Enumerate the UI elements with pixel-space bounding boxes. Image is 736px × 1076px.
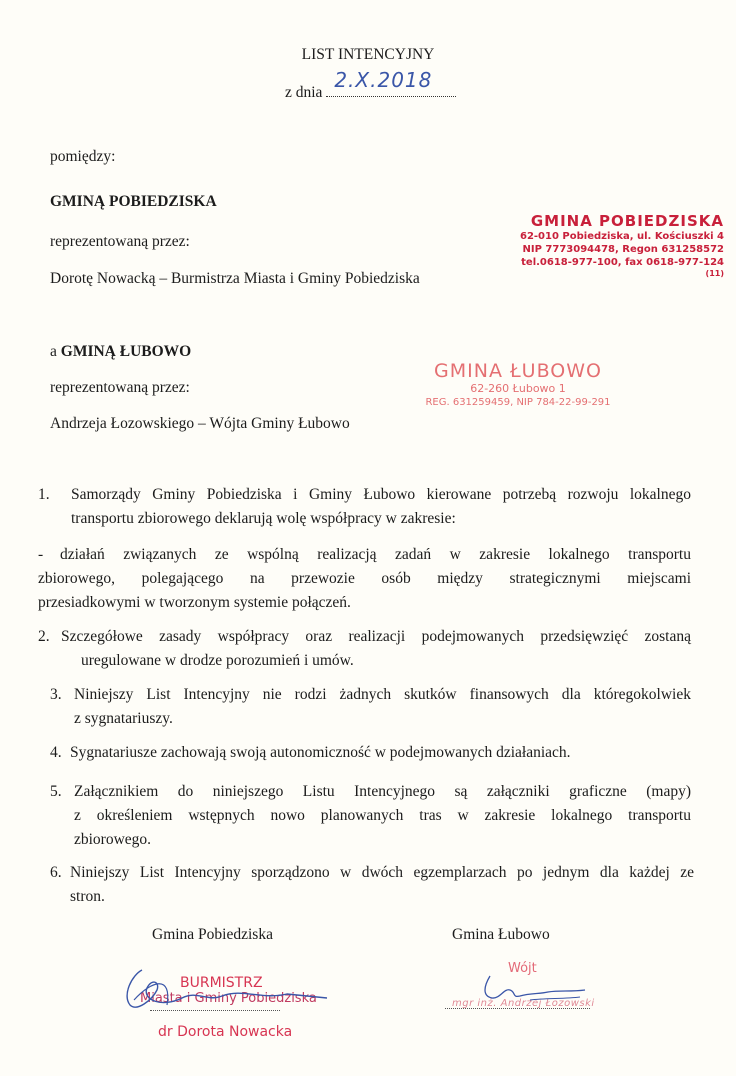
signature-left-scribble bbox=[112, 960, 342, 1020]
date-field bbox=[326, 68, 456, 97]
stamp-pobiedziska-phone: tel.0618-977-100, fax 0618-977-124 bbox=[521, 257, 724, 268]
point-6-number: 6. bbox=[50, 864, 62, 881]
party2-heading bbox=[50, 340, 191, 364]
stamp-wojt-name: mgr inż. Andrzej Łozowski bbox=[452, 998, 595, 1009]
subpoint-text-rest bbox=[38, 567, 691, 615]
signature-right-label: Gmina Łubowo bbox=[452, 926, 550, 943]
stamp-burmistrz-title: BURMISTRZ bbox=[180, 975, 263, 991]
point-6-line-2: stron. bbox=[70, 888, 105, 905]
party1-name: GMINĄ POBIEDZISKA bbox=[50, 193, 217, 210]
subpoint-line-3: przesiadkowymi w tworzonym systemie połączeń. bbox=[38, 594, 351, 611]
point-1-line-1: Samorządy Gminy Pobiedziska i Gminy Łubowo kierowane potrzebą rozwoju lokalnego bbox=[71, 486, 691, 503]
document-title: LIST INTENCYJNY bbox=[301, 46, 435, 63]
party1-represented-by: reprezentowaną przez: bbox=[50, 233, 190, 250]
point-2-text bbox=[61, 625, 691, 673]
party2-representative: Andrzeja Łozowskiego – Wójta Gminy Łubowo bbox=[50, 415, 350, 432]
stamp-pobiedziska-title: GMINA POBIEDZISKA bbox=[530, 212, 724, 230]
signature-right-scribble bbox=[470, 968, 600, 1008]
point-4-number: 4. bbox=[50, 744, 62, 761]
point-1-number: 1. bbox=[38, 486, 50, 503]
point-3-line-2: z sygnatariuszy. bbox=[74, 710, 173, 727]
party2-name: GMINĄ ŁUBOWO bbox=[60, 343, 192, 360]
point-2-line-1: Szczegółowe zasady współpracy oraz realizacji podejmowanych przedsięwzięć zostaną bbox=[61, 628, 691, 645]
handwritten-date: 2.X.2018 bbox=[334, 68, 433, 92]
point-4-line-1: Sygnatariusze zachowają swoją autonomiczność w podejmowanych działaniach. bbox=[70, 744, 571, 761]
stamp-lubowo-registry: REG. 631259459, NIP 784-22-99-291 bbox=[425, 397, 611, 408]
point-1-text bbox=[71, 483, 691, 531]
point-6-text bbox=[70, 861, 694, 909]
point-5-line-3: zbiorowego. bbox=[74, 831, 152, 848]
party2-prefix: a bbox=[50, 343, 57, 360]
point-1-line-2: transportu zbiorowego deklarują wolę współpracy w zakresie: bbox=[71, 510, 456, 527]
signature-left-label: Gmina Pobiedziska bbox=[152, 926, 273, 943]
stamp-pobiedziska bbox=[508, 212, 724, 279]
stamp-wojt-title: Wójt bbox=[508, 961, 537, 976]
stamp-pobiedziska-code: (11) bbox=[705, 269, 724, 278]
point-2-number: 2. bbox=[38, 628, 50, 645]
subpoint-line-1: działań związanych ze wspólną realizacją zadań w zakresie lokalnego transportu bbox=[60, 546, 691, 563]
subpoint-text-first bbox=[60, 543, 691, 567]
stamp-lubowo bbox=[418, 360, 618, 410]
point-5-line-1: Załącznikiem do niniejszego Listu Intencyjnego są załączniki graficzne (mapy) bbox=[74, 783, 691, 800]
point-5-line-2: z określeniem wstępnych nowo planowanych tras w zakresie lokalnego transportu bbox=[74, 807, 691, 824]
subpoint-dash: - bbox=[38, 546, 44, 563]
stamp-pobiedziska-address: 62-010 Pobiedziska, ul. Kościuszki 4 bbox=[519, 231, 724, 242]
stamp-burmistrz-sub: Miasta i Gminy Pobiedziska bbox=[140, 991, 317, 1006]
party1-representative: Dorotę Nowacką – Burmistrza Miasta i Gminy Pobiedziska bbox=[50, 270, 420, 287]
point-3-line-1: Niniejszy List Intencyjny nie rodzi żadnych skutków finansowych dla któregokolwiek bbox=[74, 686, 691, 703]
point-6-line-1: Niniejszy List Intencyjny sporządzono w dwóch egzemplarzach po jednym dla każdej ze bbox=[70, 864, 694, 881]
date-prefix: z dnia bbox=[285, 84, 323, 101]
point-2-line-2: uregulowane w drodze porozumień i umów. bbox=[81, 652, 354, 669]
stamp-lubowo-address: 62-260 Łubowo 1 bbox=[470, 382, 566, 395]
subpoint-line-2: zbiorowego, polegającego na przewozie osób między strategicznymi miejscami bbox=[38, 570, 691, 587]
stamp-pobiedziska-nip: NIP 7773094478, Regon 631258572 bbox=[522, 244, 724, 255]
point-5-text bbox=[74, 780, 691, 852]
point-3-number: 3. bbox=[50, 686, 62, 703]
point-4-text bbox=[70, 741, 690, 765]
point-3-text bbox=[74, 683, 691, 731]
stamp-lubowo-title: GMINA ŁUBOWO bbox=[434, 360, 602, 382]
stamp-burmistrz-name: dr Dorota Nowacka bbox=[158, 1024, 293, 1040]
party2-represented-by: reprezentowaną przez: bbox=[50, 379, 190, 396]
point-5-number: 5. bbox=[50, 783, 62, 800]
date-line bbox=[285, 68, 456, 102]
between-label: pomiędzy: bbox=[50, 148, 116, 165]
